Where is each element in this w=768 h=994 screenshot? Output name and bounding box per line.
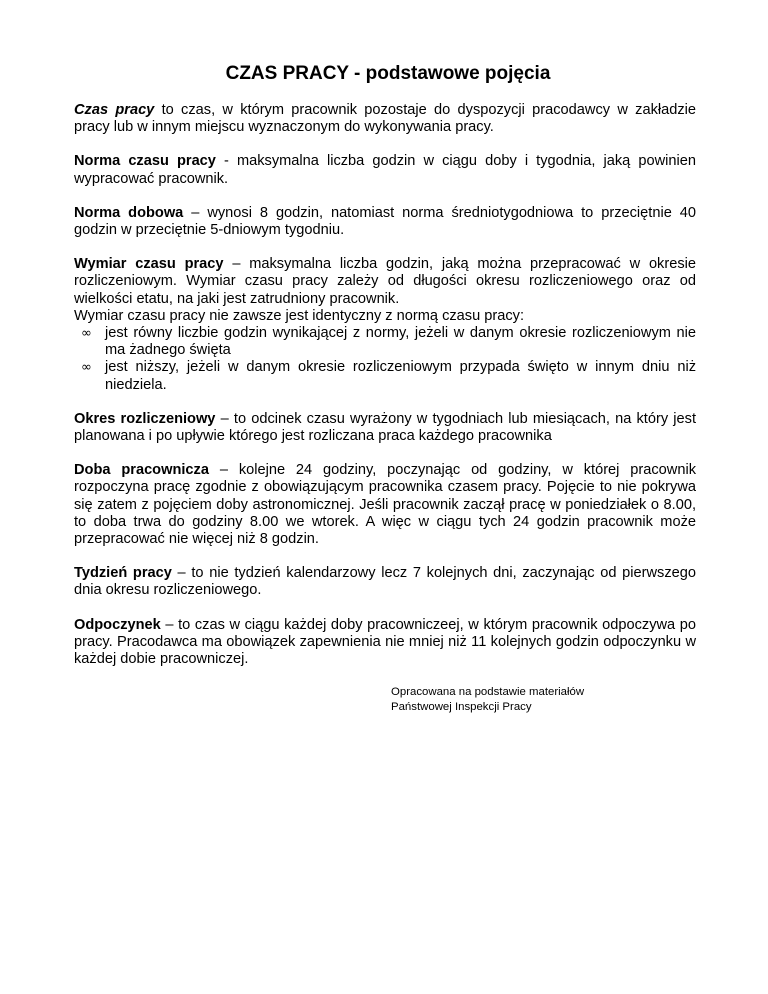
document-page: [74, 62, 696, 715]
paragraph-czas-pracy: [74, 102, 696, 136]
term-wymiar-czasu-pracy: Wymiar czasu pracy: [74, 256, 224, 273]
definition-norma-dobowa: – wynosi 8 godzin, natomiast norma średniotygodniowa to przeciętnie 40 godzin w przeciętnie 5-dniowym tygodniu.: [74, 204, 697, 239]
definition-czas-pracy: to czas, w którym pracownik pozostaje do dyspozycji pracodawcy w zakładzie pracy lub w innym miejscu wyznaczonym do wykonywania pracy.: [74, 102, 696, 136]
list-item-text: jest niższy, jeżeli w danym okresie rozliczeniowym przypada święto w innym dniu niż niedziela.: [105, 359, 696, 393]
term-doba-pracownicza: Doba pracownicza: [74, 462, 209, 479]
page-title: CZAS PRACY - podstawowe pojęcia: [225, 63, 551, 84]
definition-odpoczynek: – to czas w ciągu każdej doby pracowniczeej, w którym pracownik odpoczywa po pracy. Pracodawca ma obowiązek zapewnienia nie mniej niż 11 kolejnych godzin odpoczynku w każdej dobie pracowniczej.: [74, 616, 696, 668]
term-norma-czasu-pracy: Norma czasu pracy: [74, 153, 216, 170]
term-norma-dobowa: Norma dobowa: [74, 204, 184, 221]
list-item: [74, 359, 696, 393]
footnote-line-1: Opracowana na podstawie materiałów: [391, 686, 585, 699]
term-odpoczynek: Odpoczynek: [74, 616, 161, 633]
footnote-line-2: Państwowej Inspekcji Pracy: [391, 701, 532, 714]
list-item-text: jest równy liczbie godzin wynikającej z normy, jeżeli w danym okresie rozliczeniowym nie ma żadnego święta: [105, 325, 696, 359]
paragraph-wymiar-czasu-pracy: [74, 256, 696, 308]
wymiar-bullet-list: [74, 325, 696, 394]
definition-okres-rozliczeniowy: – to odcinek czasu wyrażony w tygodniach lub miesiącach, na który jest planowana i po upływie którego jest rozliczana praca każdego pracownika: [74, 410, 696, 445]
term-czas-pracy: Czas pracy: [74, 102, 155, 118]
paragraph-wymiar-intro: Wymiar czasu pracy nie zawsze jest identyczny z normą czasu pracy:: [74, 307, 524, 324]
term-tydzien-pracy: Tydzień pracy: [74, 565, 172, 582]
term-okres-rozliczeniowy: Okres rozliczeniowy: [74, 410, 216, 427]
paragraph-okres-rozliczeniowy: [74, 411, 696, 445]
paragraph-norma-czasu-pracy: [74, 153, 696, 187]
definition-norma-czasu-pracy: - maksymalna liczba godzin w ciągu doby i tygodnia, jaką powinien wypracować pracownik.: [74, 153, 696, 187]
list-item: [74, 325, 696, 359]
source-footnote: [391, 685, 696, 715]
paragraph-tydzien-pracy: [74, 565, 696, 599]
definition-doba-pracownicza: – kolejne 24 godziny, poczynając od godziny, w której pracownik rozpoczyna pracę zgodnie z obowiązującym pracownika czasem pracy. Pojęcie to nie pokrywa się zatem z pojęciem doby astronomicznej. Jeśli pracownik zaczął pracę w poniedziałek o 8.00, to doba trwa do godziny 8.00 we wtorek. A więc w ciągu tych 24 godzin pracownik może przepracować nie więcej niż 8 godzin.: [74, 462, 696, 548]
infinity-bullet-icon: ∞: [81, 360, 92, 376]
paragraph-odpoczynek: [74, 617, 696, 669]
infinity-bullet-icon: ∞: [81, 326, 92, 342]
paragraph-doba-pracownicza: [74, 462, 696, 548]
definition-tydzien-pracy: – to nie tydzień kalendarzowy lecz 7 kolejnych dni, zaczynając od pierwszego dnia okresu rozliczeniowego.: [74, 565, 696, 599]
paragraph-norma-dobowa: [74, 205, 696, 239]
definition-wymiar-czasu-pracy: – maksymalna liczba godzin, jaką można przepracować w okresie rozliczeniowym. Wymiar czasu pracy zależy od długości okresu rozliczeniowego oraz od wielkości etatu, na jaki jest zatrudniony pracownik.: [74, 256, 696, 307]
